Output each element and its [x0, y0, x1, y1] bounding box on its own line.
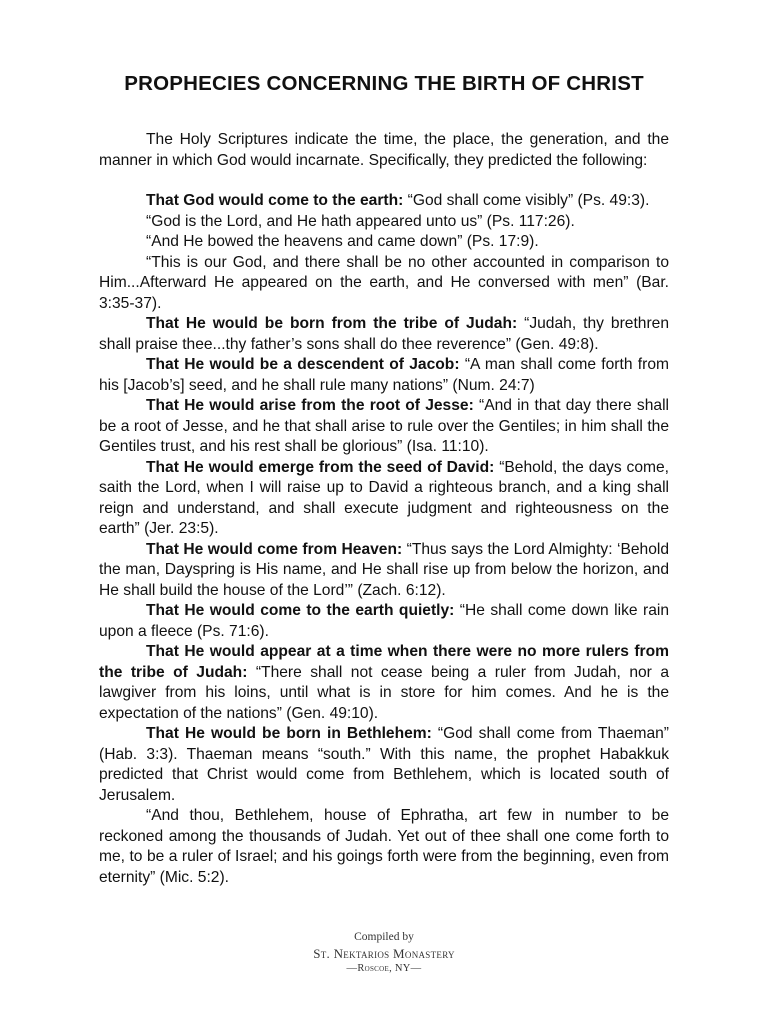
prophecy-heading: That He would be a descendent of Jacob:: [146, 356, 460, 373]
prophecy-entry: [99, 806, 669, 888]
prophecy-text: “Thus says the Lord Almighty: ‘Behold the man, Dayspring is His name, and He shall rise up from below the horizon, and He shall build the house of the Lord’” (Zach. 6:12).: [99, 540, 670, 599]
prophecy-entry: [99, 642, 669, 724]
prophecy-list: [99, 191, 669, 888]
prophecy-heading: That He would emerge from the seed of David:: [146, 458, 495, 476]
prophecy-text: “And He bowed the heavens and came down” (Ps. 17:9).: [146, 233, 539, 250]
compiled-by-label: Compiled by: [354, 931, 414, 943]
prophecy-heading: That He would be born in Bethlehem:: [146, 725, 432, 742]
prophecy-text: “And thou, Bethlehem, house of Ephratha, art few in number to be reckoned among the thousands of Judah. Yet out of thee shall one come forth to me, to be a ruler of Israel; and his goings forth were from the beginning, even from eternity” (Mic. 5:2).: [99, 807, 669, 886]
prophecy-entry: [99, 232, 669, 253]
prophecy-text: “This is our God, and there shall be no other accounted in comparison to Him...Afterward He appeared on the earth, and He conversed with men” (Bar. 3:35-37).: [99, 253, 669, 312]
prophecy-text: “God shall come visibly” (Ps. 49:3).: [403, 192, 650, 209]
document-body: [99, 130, 669, 888]
prophecy-entry: [99, 212, 669, 233]
prophecy-text: “He shall come down like rain upon a fleece (Ps. 71:6).: [99, 602, 669, 640]
prophecy-entry: [99, 355, 669, 396]
prophecy-entry: [99, 540, 669, 602]
monastery-name: St. Nektarios Monastery: [313, 946, 455, 961]
prophecy-text: “A man shall come forth from his [Jacob’s] seed, and he shall rule many nations” (Num. 24:7): [99, 356, 669, 394]
prophecy-entry: [99, 724, 669, 806]
prophecy-entry: [99, 601, 669, 642]
prophecy-heading: That He would be born from the tribe of Judah:: [146, 315, 518, 332]
colophon: [0, 930, 768, 976]
prophecy-text: “Behold, the days come, saith the Lord, when I will raise up to David a righteous branch, and a king shall reign and understand, and shall execute judgment and righteousness on the earth” (Jer. 23:5).: [99, 458, 669, 537]
prophecy-entry: [99, 253, 669, 315]
prophecy-heading: That He would arise from the root of Jesse:: [146, 397, 474, 414]
prophecy-heading: That God would come to the earth:: [146, 192, 404, 209]
prophecy-heading: That He would come to the earth quietly:: [146, 602, 455, 619]
prophecy-entry: [99, 191, 669, 212]
prophecy-text: “Judah, thy brethren shall praise thee...thy father’s sons shall do thee reverence” (Gen. 49:8).: [99, 315, 669, 353]
prophecy-text: “God shall come from Thaeman” (Hab. 3:3). Thaeman means “south.” With this name, the prophet Habakkuk predicted that Christ would come from Bethlehem, which is located south of Jerusalem.: [99, 725, 669, 804]
prophecy-text: “There shall not cease being a ruler from Judah, nor a lawgiver from his loins, until what is in store for him comes. And he is the expectation of the nations” (Gen. 49:10).: [99, 663, 670, 722]
prophecy-heading: That He would come from Heaven:: [146, 540, 403, 558]
intro-paragraph: The Holy Scriptures indicate the time, the place, the generation, and the manner in which God would incarnate. Specifically, they predicted the following:: [99, 131, 669, 169]
prophecy-heading: That He would appear at a time when there were no more rulers from the tribe of Judah:: [99, 643, 669, 681]
prophecy-text: “God is the Lord, and He hath appeared unto us” (Ps. 117:26).: [146, 212, 575, 230]
prophecy-entry: [99, 458, 669, 540]
prophecy-text: “And in that day there shall be a root of Jesse, and he that shall arise to rule over the Gentiles; in him shall the Gentiles trust, and his rest shall be glorious” (Isa. 11:10).: [99, 397, 670, 455]
page-title: PROPHECIES CONCERNING THE BIRTH OF CHRIST: [124, 72, 644, 95]
prophecy-entry: [99, 396, 669, 458]
monastery-location: —Roscoe, NY—: [346, 963, 422, 974]
prophecy-entry: [99, 314, 669, 355]
